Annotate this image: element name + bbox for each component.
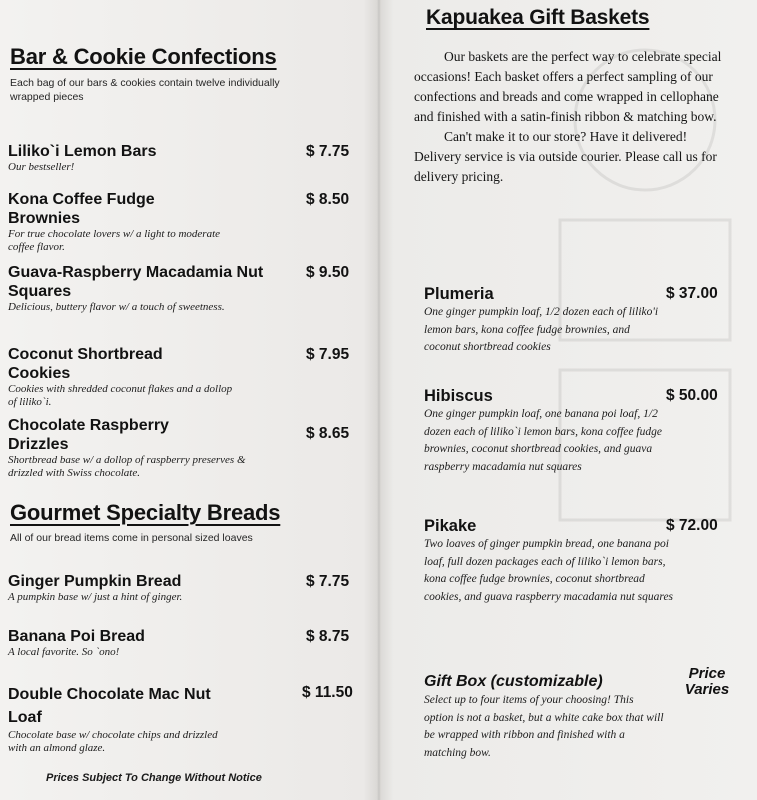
basket-item xyxy=(424,386,744,476)
item-name: Banana Poi Bread xyxy=(8,628,145,645)
basket-price: $ 37.00 xyxy=(666,285,718,302)
item-name: Coconut Shortbread Cookies xyxy=(8,346,163,382)
item-price: $ 7.75 xyxy=(306,143,350,160)
item-name: Double Chocolate Mac Nut Loaf xyxy=(8,686,211,726)
item-price: $ 7.95 xyxy=(306,346,350,363)
menu-item xyxy=(8,572,368,604)
basket-name: Pikake xyxy=(424,517,477,535)
gift-box-item xyxy=(424,665,744,762)
prices-disclaimer: Prices Subject To Change Without Notice xyxy=(46,772,262,784)
item-price: $ 7.75 xyxy=(306,573,350,590)
menu-item xyxy=(8,190,368,254)
item-price: $ 8.75 xyxy=(306,628,350,645)
delivery-paragraph: Can't make it to our store? Have it delivered! Delivery service is via outside courier. Please call us for delivery pricing. xyxy=(414,129,717,184)
left-panel xyxy=(0,0,377,800)
basket-description: One ginger pumpkin loaf, 1/2 dozen each of liliko'i lemon bars, kona coffee fudge brownies, and coconut shortbread cookies xyxy=(424,306,659,353)
menu-item xyxy=(8,345,368,409)
breads-section-title: Gourmet Specialty Breads xyxy=(10,500,281,525)
item-description: Shortbread base w/ a dollop of raspberry preserves & drizzled with Swiss chocolate. xyxy=(8,454,246,479)
intro-paragraph: Our baskets are the perfect way to celebrate special occasions! Each basket offers a perfect sampling of our confections and breads and come wrapped in cellophane and finished with a satin-finish ribbon & matching bow. xyxy=(414,49,722,124)
item-description: Chocolate base w/ chocolate chips and drizzled with an almond glaze. xyxy=(8,729,218,754)
menu-item xyxy=(8,683,368,755)
basket-price: $ 72.00 xyxy=(666,517,718,534)
basket-name: Plumeria xyxy=(424,285,494,303)
item-description: Delicious, buttery flavor w/ a touch of sweetness. xyxy=(8,301,225,313)
gift-box-price: Price Varies xyxy=(684,665,730,698)
item-description: A pumpkin base w/ just a hint of ginger. xyxy=(8,591,183,603)
basket-name: Hibiscus xyxy=(424,387,493,405)
item-description: For true chocolate lovers w/ a light to moderate coffee flavor. xyxy=(8,228,221,253)
menu-item xyxy=(8,416,368,480)
item-price: $ 11.50 xyxy=(302,684,353,701)
bars-section-subtitle: Each bag of our bars & cookies contain twelve individually wrapped pieces xyxy=(10,77,280,103)
gift-box-description: Select up to four items of your choosing! This option is not a basket, but a white cake box that will be wrapped with ribbon and finished with a matching bow. xyxy=(424,694,664,759)
basket-item xyxy=(424,284,744,357)
item-price: $ 8.65 xyxy=(306,425,350,442)
bars-section-title: Bar & Cookie Confections xyxy=(10,44,277,69)
basket-item xyxy=(424,516,744,606)
item-price: $ 8.50 xyxy=(306,191,350,208)
basket-price: $ 50.00 xyxy=(666,387,718,404)
basket-description: Two loaves of ginger pumpkin bread, one banana poi loaf, full dozen packages each of liliko`i lemon bars, kona coffee fudge brownies, coconut shortbread cookies, and guava raspberry macadamia nut squares xyxy=(424,538,674,603)
item-description: A local favorite. So `ono! xyxy=(8,646,120,658)
gift-baskets-intro xyxy=(414,47,726,187)
gift-baskets-title: Kapuakea Gift Baskets xyxy=(426,6,650,29)
right-panel xyxy=(380,0,757,800)
basket-description: One ginger pumpkin loaf, one banana poi loaf, 1/2 dozen each of liliko`i lemon bars, kona coffee fudge brownies, coconut shortbread cookies, and guava raspberry macadamia nut squares xyxy=(424,408,662,473)
menu-item xyxy=(8,142,368,174)
item-description: Cookies with shredded coconut flakes and a dollop of liliko`i. xyxy=(8,383,233,408)
gift-box-name: Gift Box (customizable) xyxy=(424,673,603,690)
item-name: Kona Coffee Fudge Brownies xyxy=(8,191,155,227)
item-name: Liliko`i Lemon Bars xyxy=(8,143,157,160)
item-name: Ginger Pumpkin Bread xyxy=(8,573,182,590)
item-description: Our bestseller! xyxy=(8,161,75,173)
breads-section-subtitle: All of our bread items come in personal sized loaves xyxy=(10,532,253,544)
item-price: $ 9.50 xyxy=(306,264,350,281)
item-name: Chocolate Raspberry Drizzles xyxy=(8,417,169,453)
item-name: Guava-Raspberry Macadamia Nut Squares xyxy=(8,264,264,300)
menu-item xyxy=(8,627,368,659)
menu-item xyxy=(8,263,368,314)
